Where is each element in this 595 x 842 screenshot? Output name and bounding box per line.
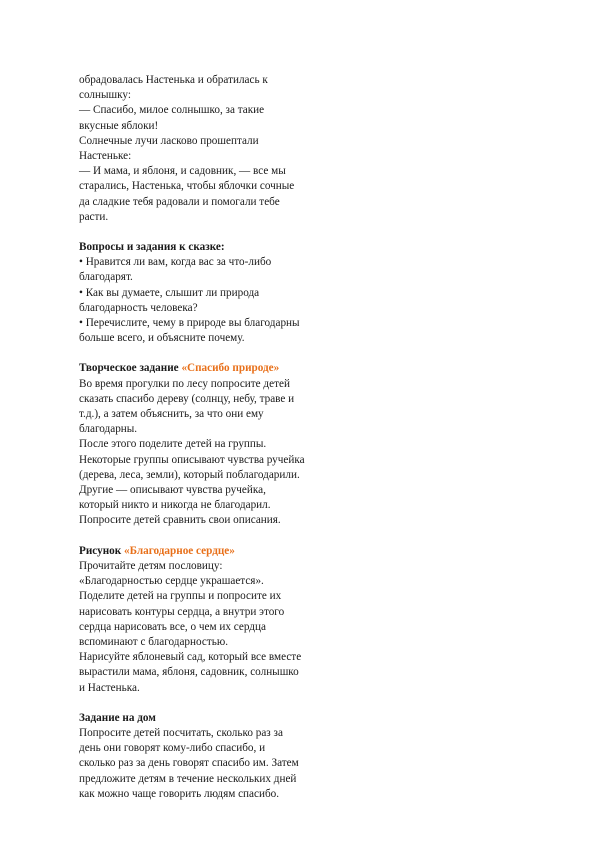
heading-prefix: Рисунок xyxy=(79,544,124,557)
task-line: «Благодарностью сердце украшается». xyxy=(79,575,264,588)
task-line: т.д.), а затем объяснить, за что они ему xyxy=(79,408,264,421)
story-ending xyxy=(79,73,329,225)
creative-task-heading xyxy=(79,361,329,376)
task-line: Прочитайте детям пословицу: xyxy=(79,559,223,572)
question-line: • Перечислите, чему в природе вы благодарны xyxy=(79,317,300,330)
task-line: Нарисуйте яблоневый сад, который все вместе xyxy=(79,651,302,664)
story-line: расти. xyxy=(79,210,109,223)
paragraph-gap xyxy=(79,529,329,544)
task-line: и Настенька. xyxy=(79,681,140,694)
heading-accent-title: «Спасибо природе» xyxy=(181,362,280,375)
question-line: • Как вы думаете, слышит ли природа xyxy=(79,286,260,299)
questions-section xyxy=(79,240,329,346)
task-line: Поделите детей на группы и попросите их xyxy=(79,590,282,603)
story-line: обрадовалась Настенька и обратилась к xyxy=(79,74,268,86)
story-line: Солнечные лучи ласково прошептали xyxy=(79,134,259,147)
task-line: Некоторые группы описывают чувства ручейка xyxy=(79,453,305,466)
homework-line: предложите детям в течение нескольких дней xyxy=(79,772,297,785)
paragraph-gap xyxy=(79,696,329,711)
task-line: вспоминают с благодарностью. xyxy=(79,635,228,648)
task-line: Во время прогулки по лесу попросите детей xyxy=(79,377,290,390)
heading-accent-title: «Благодарное сердце» xyxy=(123,544,235,557)
story-line: вкусные яблоки! xyxy=(79,119,159,132)
homework-section xyxy=(79,711,329,802)
story-line: да сладкие тебя радовали и помогали тебе xyxy=(79,195,280,208)
task-line: Другие — описывают чувства ручейка, xyxy=(79,484,266,497)
homework-line: день они говорят кому-либо спасибо, и xyxy=(79,742,266,755)
task-line: благодарны. xyxy=(79,423,138,436)
paragraph-gap xyxy=(79,225,329,240)
document-page xyxy=(79,73,329,802)
drawing-task-section xyxy=(79,544,329,696)
story-line: — И мама, и яблоня, и садовник, — все мы xyxy=(79,165,286,178)
story-line: Настеньке: xyxy=(79,150,132,163)
homework-line: сколько раз за день говорят спасибо им. Затем xyxy=(79,757,299,770)
task-line: сердца нарисовать все, о чем их сердца xyxy=(79,620,266,633)
task-line: вырастили мама, яблоня, садовник, солнышко xyxy=(79,666,299,679)
homework-line: Попросите детей посчитать, сколько раз за xyxy=(79,726,283,739)
task-line: нарисовать контуры сердца, а внутри этого xyxy=(79,605,285,618)
question-line: благодарность человека? xyxy=(79,301,198,314)
homework-heading: Задание на дом xyxy=(79,711,156,724)
task-line: который никто и никогда не благодарил. xyxy=(79,499,271,512)
questions-heading: Вопросы и задания к сказке: xyxy=(79,241,225,254)
task-line: сказать спасибо дереву (солнцу, небу, траве и xyxy=(79,392,295,405)
story-line: — Спасибо, милое солнышко, за такие xyxy=(79,104,265,117)
question-line: благодарят. xyxy=(79,271,133,284)
creative-task-section xyxy=(79,361,329,528)
heading-prefix: Творческое задание xyxy=(79,362,182,375)
story-line: старались, Настенька, чтобы яблочки сочные xyxy=(79,180,295,193)
homework-line: как можно чаще говорить людям спасибо. xyxy=(79,787,280,800)
task-line: После этого поделите детей на группы. xyxy=(79,438,267,451)
question-line: • Нравится ли вам, когда вас за что-либо xyxy=(79,256,272,269)
story-line: солнышку: xyxy=(79,89,131,102)
paragraph-gap xyxy=(79,346,329,361)
task-line: (дерева, леса, земли), который поблагодарили. xyxy=(79,468,300,481)
question-line: больше всего, и объясните почему. xyxy=(79,332,245,345)
drawing-task-heading xyxy=(79,544,329,559)
task-line: Попросите детей сравнить свои описания. xyxy=(79,514,281,527)
